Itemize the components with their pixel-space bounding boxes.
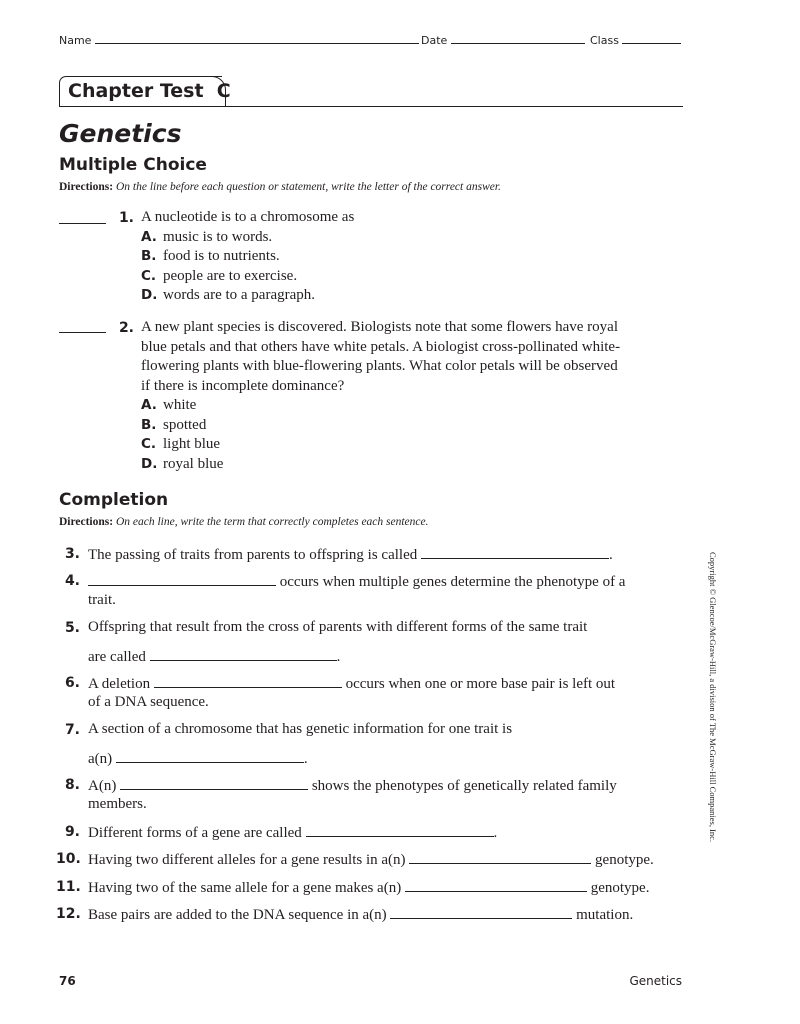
class-field bbox=[590, 33, 681, 47]
answer-blank-1[interactable] bbox=[59, 223, 106, 224]
question-text: A nucleotide is to a chromosome as bbox=[141, 209, 355, 225]
answer-option: A. music is to words. bbox=[141, 229, 273, 245]
item-number: 4. bbox=[64, 573, 80, 589]
fill-in-blank[interactable] bbox=[120, 776, 308, 790]
item-number: 12. bbox=[56, 906, 81, 922]
fill-in-blank[interactable] bbox=[390, 905, 572, 919]
item-text: occurs when multiple genes determine the phenotype of a bbox=[88, 572, 625, 591]
name-label: Name bbox=[59, 34, 92, 47]
completion-directions bbox=[59, 516, 429, 528]
item-text: Offspring that result from the cross of parents with different forms of the same trait bbox=[88, 619, 588, 635]
class-line[interactable] bbox=[622, 33, 681, 44]
completion-heading: Completion bbox=[59, 490, 169, 510]
page-number: 76 bbox=[59, 974, 76, 988]
answer-option: B. food is to nutrients. bbox=[141, 248, 280, 264]
chapter-tab-label: Chapter Test C bbox=[68, 80, 231, 102]
header-rule bbox=[59, 106, 683, 107]
item-text: Having two of the same allele for a gene makes a(n) genotype. bbox=[88, 880, 650, 896]
name-field bbox=[59, 33, 419, 47]
item-text: A section of a chromosome that has genetic information for one trait is bbox=[88, 721, 513, 737]
fill-in-blank[interactable] bbox=[88, 572, 276, 586]
fill-in-blank[interactable] bbox=[150, 647, 337, 661]
item-text: A deletion occurs when one or more base pair is left out bbox=[88, 676, 616, 692]
fill-in-blank[interactable] bbox=[116, 749, 304, 763]
item-number: 5. bbox=[64, 620, 80, 636]
item-text: a(n) . bbox=[88, 751, 308, 767]
item-number: 7. bbox=[64, 722, 80, 738]
item-text: trait. bbox=[88, 592, 116, 608]
item-text: The passing of traits from parents to offspring is called . bbox=[88, 547, 613, 563]
question-text: flowering plants with blue-flowering plants. What color petals will be observed bbox=[141, 358, 618, 374]
item-number: 10. bbox=[56, 851, 81, 867]
item-text: are called . bbox=[88, 649, 341, 665]
answer-option: B. spotted bbox=[141, 417, 207, 433]
question-text: blue petals and that others have white petals. A biologist cross-pollinated white- bbox=[141, 339, 621, 355]
item-text: of a DNA sequence. bbox=[88, 694, 209, 710]
completion-directions-label: Directions: bbox=[59, 516, 114, 528]
class-label: Class bbox=[590, 34, 619, 47]
answer-option: A. white bbox=[141, 397, 197, 413]
item-number: 11. bbox=[56, 879, 81, 895]
question-text: A new plant species is discovered. Biologists note that some flowers have royal bbox=[141, 319, 618, 335]
item-text: A(n) shows the phenotypes of genetically related family bbox=[88, 778, 617, 794]
answer-option: D. royal blue bbox=[141, 456, 224, 472]
date-line[interactable] bbox=[451, 33, 585, 44]
fill-in-blank[interactable] bbox=[154, 674, 342, 688]
page-title: Genetics bbox=[59, 119, 182, 148]
item-text: Base pairs are added to the DNA sequence in a(n) mutation. bbox=[88, 907, 634, 923]
fill-in-blank[interactable] bbox=[421, 545, 609, 559]
multiple-choice-heading: Multiple Choice bbox=[59, 155, 207, 175]
answer-blank-2[interactable] bbox=[59, 332, 106, 333]
item-number: 3. bbox=[64, 546, 80, 562]
completion-directions-text: On each line, write the term that correctly completes each sentence. bbox=[115, 516, 429, 528]
item-text: Different forms of a gene are called . bbox=[88, 825, 498, 841]
question-number: 1. bbox=[118, 210, 134, 226]
item-number: 6. bbox=[64, 675, 80, 691]
question-text: if there is incomplete dominance? bbox=[141, 378, 345, 394]
item-text: Having two different alleles for a gene results in a(n) genotype. bbox=[88, 852, 654, 868]
question-number: 2. bbox=[118, 320, 134, 336]
fill-in-blank[interactable] bbox=[409, 850, 591, 864]
fill-in-blank[interactable] bbox=[405, 878, 587, 892]
mc-directions-text: On the line before each question or statement, write the letter of the correct answer. bbox=[115, 181, 501, 193]
fill-in-blank[interactable] bbox=[306, 823, 494, 837]
date-label: Date bbox=[421, 34, 448, 47]
item-number: 9. bbox=[64, 824, 80, 840]
answer-option: D. words are to a paragraph. bbox=[141, 287, 316, 303]
answer-option: C. light blue bbox=[141, 436, 221, 452]
mc-directions-label: Directions: bbox=[59, 181, 114, 193]
answer-option: C. people are to exercise. bbox=[141, 268, 298, 284]
copyright-notice: Copyright © Glencoe/McGraw-Hill, a division of The McGraw-Hill Companies, Inc. bbox=[708, 552, 718, 843]
item-number: 8. bbox=[64, 777, 80, 793]
name-line[interactable] bbox=[95, 33, 419, 44]
date-field bbox=[421, 33, 585, 47]
mc-directions bbox=[59, 181, 501, 193]
footer-subject: Genetics bbox=[629, 974, 682, 988]
item-text: members. bbox=[88, 796, 147, 812]
